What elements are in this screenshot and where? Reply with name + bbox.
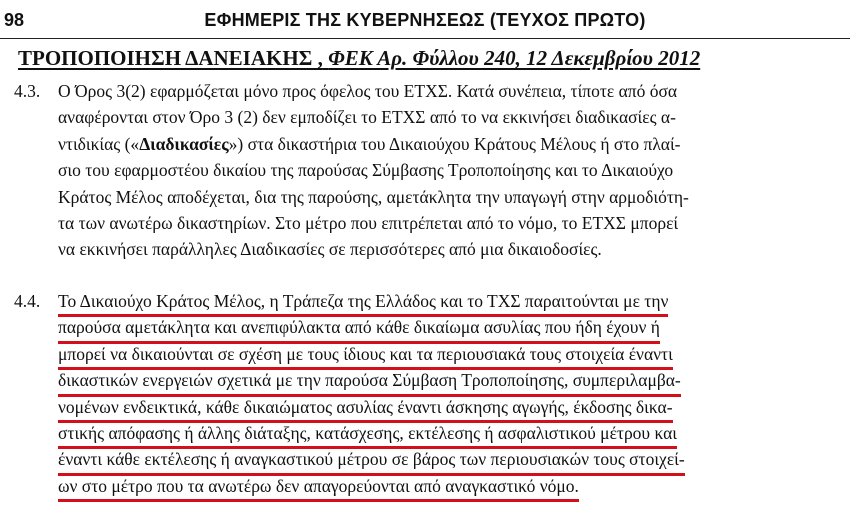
paragraph-line: αναφέρονται στον Όρο 3 (2) δεν εμποδίζει το ΕΤΧΣ από το να εκκινήσει διαδικασίες α- xyxy=(58,107,676,128)
paragraph-line xyxy=(58,341,824,367)
paragraph-line xyxy=(58,473,824,499)
paragraph-line xyxy=(58,131,824,157)
paragraph-4-4 xyxy=(14,288,824,499)
highlighted-text: δικαστικών ενεργειών σχετικά με την παρούσα Σύμβαση Τροποποίησης, συμπεριλαμβα- xyxy=(58,367,681,393)
highlighted-text: ων στο μέτρο που τα ανωτέρω δεν απαγορεύονται από αναγκαστικό νόμο. xyxy=(58,473,579,499)
gazette-title: ΕΦΗΜΕΡΙΣ ΤΗΣ ΚΥΒΕΡΝΗΣΕΩΣ (ΤΕΥΧΟΣ ΠΡΩΤΟ) xyxy=(204,10,646,30)
paragraph-line: Ο Όρος 3(2) εφαρμόζεται μόνο προς όφελος του ΕΤΧΣ. Κατά συνέπεια, τίποτε από όσα xyxy=(58,81,678,101)
document-heading xyxy=(18,46,700,71)
paragraph-line xyxy=(58,420,824,446)
line-segment: ») στα δικαστήρια του Δικαιούχου Κράτους Μέλους ή στο πλαί- xyxy=(228,133,681,154)
defined-term: Διαδικασίες xyxy=(139,133,229,154)
heading-part-b: ΦΕΚ Αρ. Φύλλου 240, 12 Δεκεμβρίου 2012 xyxy=(328,46,701,70)
highlighted-text: στικής απόφασης ή άλλης διάταξης, κατάσχεσης, εκτέλεσης ή ασφαλιστικού μέτρου και xyxy=(58,420,677,446)
page-number: 98 xyxy=(4,10,25,30)
paragraph-4-3 xyxy=(14,78,824,263)
paragraph-line xyxy=(58,394,824,420)
highlighted-text: έναντι κάθε εκτέλεσης ή αναγκαστικού μέτρου σε βάρος των περιουσιακών τους στοιχεί- xyxy=(58,446,685,472)
paragraph-line xyxy=(58,446,824,472)
heading-part-a: ΤΡΟΠΟΠΟΙΗΣΗ ΔΑΝΕΙΑΚΗΣ , xyxy=(18,46,323,70)
paragraph-line: τα των ανωτέρω δικαστηρίων. Στο μέτρο που επιτρέπεται από το νόμο, το ΕΤΧΣ μπορεί xyxy=(58,213,679,234)
header-divider xyxy=(0,38,850,39)
paragraph-line: σιο του εφαρμοστέου δικαίου της παρούσας Σύμβασης Τροποποίησης και το Δικαιούχο xyxy=(58,160,674,181)
paragraph-line: να εκκινήσει παράλληλες Διαδικασίες σε περισσότερες από μια δικαιοδοσίες. xyxy=(58,239,602,260)
paragraph-line xyxy=(58,314,824,340)
paragraph-line: Κράτος Μέλος αποδέχεται, δια της παρούσης, αμετάκλητα την υπαγωγή στην αρμοδιότη- xyxy=(58,186,689,207)
highlighted-text: Το Δικαιούχο Κράτος Μέλος, η Τράπεζα της Ελλάδος και το ΤΧΣ παραιτούνται με την xyxy=(58,288,668,314)
paragraph-line xyxy=(58,367,824,393)
highlighted-text: παρούσα αμετάκλητα και ανεπιφύλακτα από κάθε δικαίωμα ασυλίας που ήδη έχουν ή xyxy=(58,314,660,340)
highlighted-text: μπορεί να δικαιούνται σε σχέση με τους ίδιους και τα περιουσιακά τους στοιχεία έναντι xyxy=(58,341,673,367)
line-segment: ντιδικίας (« xyxy=(58,133,140,154)
paragraph-line xyxy=(58,288,824,314)
paragraph-number: 4.3. xyxy=(14,81,41,101)
paragraph-number: 4.4. xyxy=(14,291,41,311)
highlighted-text: νομένων ενδεικτικά, κάθε δικαιώματος ασυλίας έναντι άσκησης αγωγής, έκδοσης δικα- xyxy=(58,394,673,420)
